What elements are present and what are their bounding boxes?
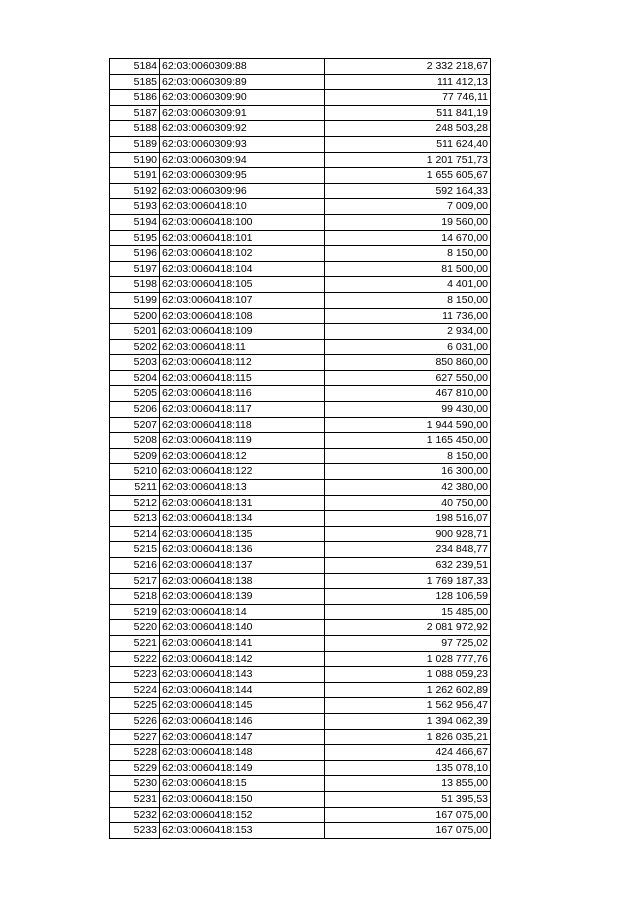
cadastral-value-cell: 8 150,00 [325, 246, 491, 262]
row-number-cell: 5232 [110, 807, 160, 823]
cadastral-number-cell: 62:03:0060418:102 [160, 246, 325, 262]
table-row [110, 136, 491, 152]
table-row [110, 511, 491, 527]
cadastral-value-cell: 16 300,00 [325, 464, 491, 480]
cadastral-value-cell: 2 934,00 [325, 324, 491, 340]
table-row [110, 214, 491, 230]
cadastral-value-cell: 1 394 062,39 [325, 713, 491, 729]
row-number-cell: 5187 [110, 105, 160, 121]
table-row [110, 183, 491, 199]
cadastral-number-cell: 62:03:0060309:92 [160, 121, 325, 137]
row-number-cell: 5224 [110, 682, 160, 698]
table-row [110, 682, 491, 698]
table-row [110, 105, 491, 121]
cadastral-value-cell: 1 088 059,23 [325, 667, 491, 683]
cadastral-number-cell: 62:03:0060418:11 [160, 339, 325, 355]
row-number-cell: 5188 [110, 121, 160, 137]
cadastral-value-cell: 1 826 035,21 [325, 729, 491, 745]
cadastral-value-cell: 511 841,19 [325, 105, 491, 121]
row-number-cell: 5204 [110, 370, 160, 386]
row-number-cell: 5205 [110, 386, 160, 402]
table-row [110, 386, 491, 402]
row-number-cell: 5231 [110, 791, 160, 807]
cadastral-value-cell: 6 031,00 [325, 339, 491, 355]
cadastral-value-cell: 8 150,00 [325, 448, 491, 464]
table-row [110, 121, 491, 137]
cadastral-value-cell: 77 746,11 [325, 90, 491, 106]
cadastral-value-cell: 467 810,00 [325, 386, 491, 402]
cadastral-value-cell: 7 009,00 [325, 199, 491, 215]
table-row [110, 152, 491, 168]
cadastral-value-cell: 592 164,33 [325, 183, 491, 199]
row-number-cell: 5217 [110, 573, 160, 589]
row-number-cell: 5225 [110, 698, 160, 714]
cadastral-value-cell: 1 944 590,00 [325, 417, 491, 433]
table-row [110, 417, 491, 433]
row-number-cell: 5200 [110, 308, 160, 324]
cadastral-value-cell: 424 466,67 [325, 745, 491, 761]
cadastral-number-cell: 62:03:0060418:105 [160, 277, 325, 293]
row-number-cell: 5202 [110, 339, 160, 355]
table-row [110, 745, 491, 761]
cadastral-number-cell: 62:03:0060418:135 [160, 526, 325, 542]
cadastral-number-cell: 62:03:0060418:112 [160, 355, 325, 371]
cadastral-number-cell: 62:03:0060418:148 [160, 745, 325, 761]
table-row [110, 355, 491, 371]
cadastral-value-cell: 1 028 777,76 [325, 651, 491, 667]
row-number-cell: 5197 [110, 261, 160, 277]
row-number-cell: 5193 [110, 199, 160, 215]
table-row [110, 558, 491, 574]
cadastral-value-cell: 42 380,00 [325, 480, 491, 496]
table-row [110, 292, 491, 308]
cadastral-value-cell: 13 855,00 [325, 776, 491, 792]
cadastral-value-cell: 11 736,00 [325, 308, 491, 324]
cadastral-value-cell: 4 401,00 [325, 277, 491, 293]
table-row [110, 433, 491, 449]
row-number-cell: 5198 [110, 277, 160, 293]
table-row [110, 776, 491, 792]
table-row [110, 339, 491, 355]
cadastral-number-cell: 62:03:0060309:93 [160, 136, 325, 152]
table-row [110, 308, 491, 324]
cadastral-number-cell: 62:03:0060418:10 [160, 199, 325, 215]
row-number-cell: 5228 [110, 745, 160, 761]
table-row [110, 760, 491, 776]
cadastral-value-cell: 128 106,59 [325, 589, 491, 605]
cadastral-number-cell: 62:03:0060418:139 [160, 589, 325, 605]
row-number-cell: 5207 [110, 417, 160, 433]
row-number-cell: 5218 [110, 589, 160, 605]
cadastral-value-cell: 632 239,51 [325, 558, 491, 574]
table-row [110, 791, 491, 807]
row-number-cell: 5215 [110, 542, 160, 558]
cadastral-value-cell: 198 516,07 [325, 511, 491, 527]
row-number-cell: 5214 [110, 526, 160, 542]
row-number-cell: 5233 [110, 823, 160, 839]
table-row [110, 526, 491, 542]
table-row [110, 807, 491, 823]
cadastral-number-cell: 62:03:0060418:144 [160, 682, 325, 698]
cadastral-value-cell: 248 503,28 [325, 121, 491, 137]
row-number-cell: 5226 [110, 713, 160, 729]
cadastral-value-cell: 40 750,00 [325, 495, 491, 511]
cadastral-number-cell: 62:03:0060418:145 [160, 698, 325, 714]
row-number-cell: 5206 [110, 402, 160, 418]
row-number-cell: 5220 [110, 620, 160, 636]
row-number-cell: 5212 [110, 495, 160, 511]
table-row [110, 230, 491, 246]
cadastral-number-cell: 62:03:0060309:91 [160, 105, 325, 121]
row-number-cell: 5208 [110, 433, 160, 449]
cadastral-number-cell: 62:03:0060309:95 [160, 168, 325, 184]
row-number-cell: 5189 [110, 136, 160, 152]
cadastral-number-cell: 62:03:0060418:104 [160, 261, 325, 277]
cadastral-number-cell: 62:03:0060418:147 [160, 729, 325, 745]
cadastral-number-cell: 62:03:0060418:150 [160, 791, 325, 807]
cadastral-value-cell: 14 670,00 [325, 230, 491, 246]
cadastral-value-cell: 1 262 602,89 [325, 682, 491, 698]
cadastral-value-cell: 167 075,00 [325, 807, 491, 823]
row-number-cell: 5190 [110, 152, 160, 168]
table-body [110, 59, 491, 839]
row-number-cell: 5184 [110, 59, 160, 75]
cadastral-value-cell: 51 395,53 [325, 791, 491, 807]
table-row [110, 604, 491, 620]
table-row [110, 573, 491, 589]
cadastral-value-cell: 900 928,71 [325, 526, 491, 542]
row-number-cell: 5191 [110, 168, 160, 184]
row-number-cell: 5196 [110, 246, 160, 262]
row-number-cell: 5199 [110, 292, 160, 308]
row-number-cell: 5222 [110, 651, 160, 667]
cadastral-number-cell: 62:03:0060418:101 [160, 230, 325, 246]
cadastral-value-cell: 2 332 218,67 [325, 59, 491, 75]
table-row [110, 589, 491, 605]
cadastral-number-cell: 62:03:0060418:109 [160, 324, 325, 340]
cadastral-value-cell: 2 081 972,92 [325, 620, 491, 636]
cadastral-number-cell: 62:03:0060418:149 [160, 760, 325, 776]
cadastral-number-cell: 62:03:0060309:94 [160, 152, 325, 168]
cadastral-value-cell: 1 769 187,33 [325, 573, 491, 589]
table-row [110, 698, 491, 714]
cadastral-value-cell: 99 430,00 [325, 402, 491, 418]
cadastral-number-cell: 62:03:0060418:134 [160, 511, 325, 527]
row-number-cell: 5213 [110, 511, 160, 527]
cadastral-value-cell: 81 500,00 [325, 261, 491, 277]
cadastral-number-cell: 62:03:0060418:14 [160, 604, 325, 620]
cadastral-number-cell: 62:03:0060418:115 [160, 370, 325, 386]
cadastral-number-cell: 62:03:0060418:12 [160, 448, 325, 464]
table-row [110, 464, 491, 480]
row-number-cell: 5210 [110, 464, 160, 480]
cadastral-value-cell: 15 485,00 [325, 604, 491, 620]
cadastral-number-cell: 62:03:0060418:136 [160, 542, 325, 558]
table-row [110, 667, 491, 683]
row-number-cell: 5229 [110, 760, 160, 776]
table-row [110, 542, 491, 558]
table-row [110, 651, 491, 667]
cadastral-number-cell: 62:03:0060418:15 [160, 776, 325, 792]
cadastral-number-cell: 62:03:0060418:131 [160, 495, 325, 511]
table-row [110, 729, 491, 745]
cadastral-number-cell: 62:03:0060309:89 [160, 74, 325, 90]
row-number-cell: 5219 [110, 604, 160, 620]
cadastral-number-cell: 62:03:0060418:146 [160, 713, 325, 729]
row-number-cell: 5195 [110, 230, 160, 246]
cadastral-number-cell: 62:03:0060309:96 [160, 183, 325, 199]
table-row [110, 168, 491, 184]
cadastral-value-cell: 135 078,10 [325, 760, 491, 776]
cadastral-number-cell: 62:03:0060418:140 [160, 620, 325, 636]
cadastral-number-cell: 62:03:0060418:142 [160, 651, 325, 667]
cadastral-number-cell: 62:03:0060418:141 [160, 635, 325, 651]
row-number-cell: 5216 [110, 558, 160, 574]
cadastral-value-table [109, 58, 491, 839]
cadastral-number-cell: 62:03:0060418:152 [160, 807, 325, 823]
cadastral-number-cell: 62:03:0060418:116 [160, 386, 325, 402]
table-row [110, 370, 491, 386]
cadastral-value-cell: 1 165 450,00 [325, 433, 491, 449]
cadastral-number-cell: 62:03:0060418:153 [160, 823, 325, 839]
cadastral-number-cell: 62:03:0060418:137 [160, 558, 325, 574]
cadastral-value-cell: 234 848,77 [325, 542, 491, 558]
table-row [110, 246, 491, 262]
row-number-cell: 5186 [110, 90, 160, 106]
cadastral-number-cell: 62:03:0060309:90 [160, 90, 325, 106]
cadastral-number-cell: 62:03:0060418:122 [160, 464, 325, 480]
cadastral-value-cell: 627 550,00 [325, 370, 491, 386]
cadastral-value-cell: 1 562 956,47 [325, 698, 491, 714]
cadastral-number-cell: 62:03:0060418:100 [160, 214, 325, 230]
cadastral-value-cell: 111 412,13 [325, 74, 491, 90]
table-row [110, 713, 491, 729]
table-row [110, 402, 491, 418]
cadastral-number-cell: 62:03:0060309:88 [160, 59, 325, 75]
cadastral-number-cell: 62:03:0060418:118 [160, 417, 325, 433]
table-row [110, 823, 491, 839]
cadastral-number-cell: 62:03:0060418:119 [160, 433, 325, 449]
row-number-cell: 5227 [110, 729, 160, 745]
row-number-cell: 5209 [110, 448, 160, 464]
table-row [110, 199, 491, 215]
table-row [110, 635, 491, 651]
table-row [110, 59, 491, 75]
cadastral-value-cell: 8 150,00 [325, 292, 491, 308]
cadastral-value-cell: 167 075,00 [325, 823, 491, 839]
cadastral-value-cell: 19 560,00 [325, 214, 491, 230]
cadastral-value-cell: 1 201 751,73 [325, 152, 491, 168]
table-row [110, 495, 491, 511]
table-row [110, 324, 491, 340]
cadastral-number-cell: 62:03:0060418:117 [160, 402, 325, 418]
cadastral-number-cell: 62:03:0060418:107 [160, 292, 325, 308]
cadastral-number-cell: 62:03:0060418:13 [160, 480, 325, 496]
cadastral-value-cell: 97 725,02 [325, 635, 491, 651]
table-row [110, 448, 491, 464]
row-number-cell: 5221 [110, 635, 160, 651]
row-number-cell: 5201 [110, 324, 160, 340]
cadastral-value-cell: 1 655 605,67 [325, 168, 491, 184]
cadastral-number-cell: 62:03:0060418:138 [160, 573, 325, 589]
table-row [110, 277, 491, 293]
row-number-cell: 5211 [110, 480, 160, 496]
cadastral-number-cell: 62:03:0060418:108 [160, 308, 325, 324]
row-number-cell: 5203 [110, 355, 160, 371]
row-number-cell: 5230 [110, 776, 160, 792]
table-row [110, 480, 491, 496]
table-row [110, 261, 491, 277]
table-row [110, 74, 491, 90]
row-number-cell: 5192 [110, 183, 160, 199]
row-number-cell: 5223 [110, 667, 160, 683]
row-number-cell: 5185 [110, 74, 160, 90]
table-row [110, 90, 491, 106]
table-row [110, 620, 491, 636]
row-number-cell: 5194 [110, 214, 160, 230]
cadastral-value-cell: 850 860,00 [325, 355, 491, 371]
cadastral-number-cell: 62:03:0060418:143 [160, 667, 325, 683]
cadastral-value-cell: 511 624,40 [325, 136, 491, 152]
